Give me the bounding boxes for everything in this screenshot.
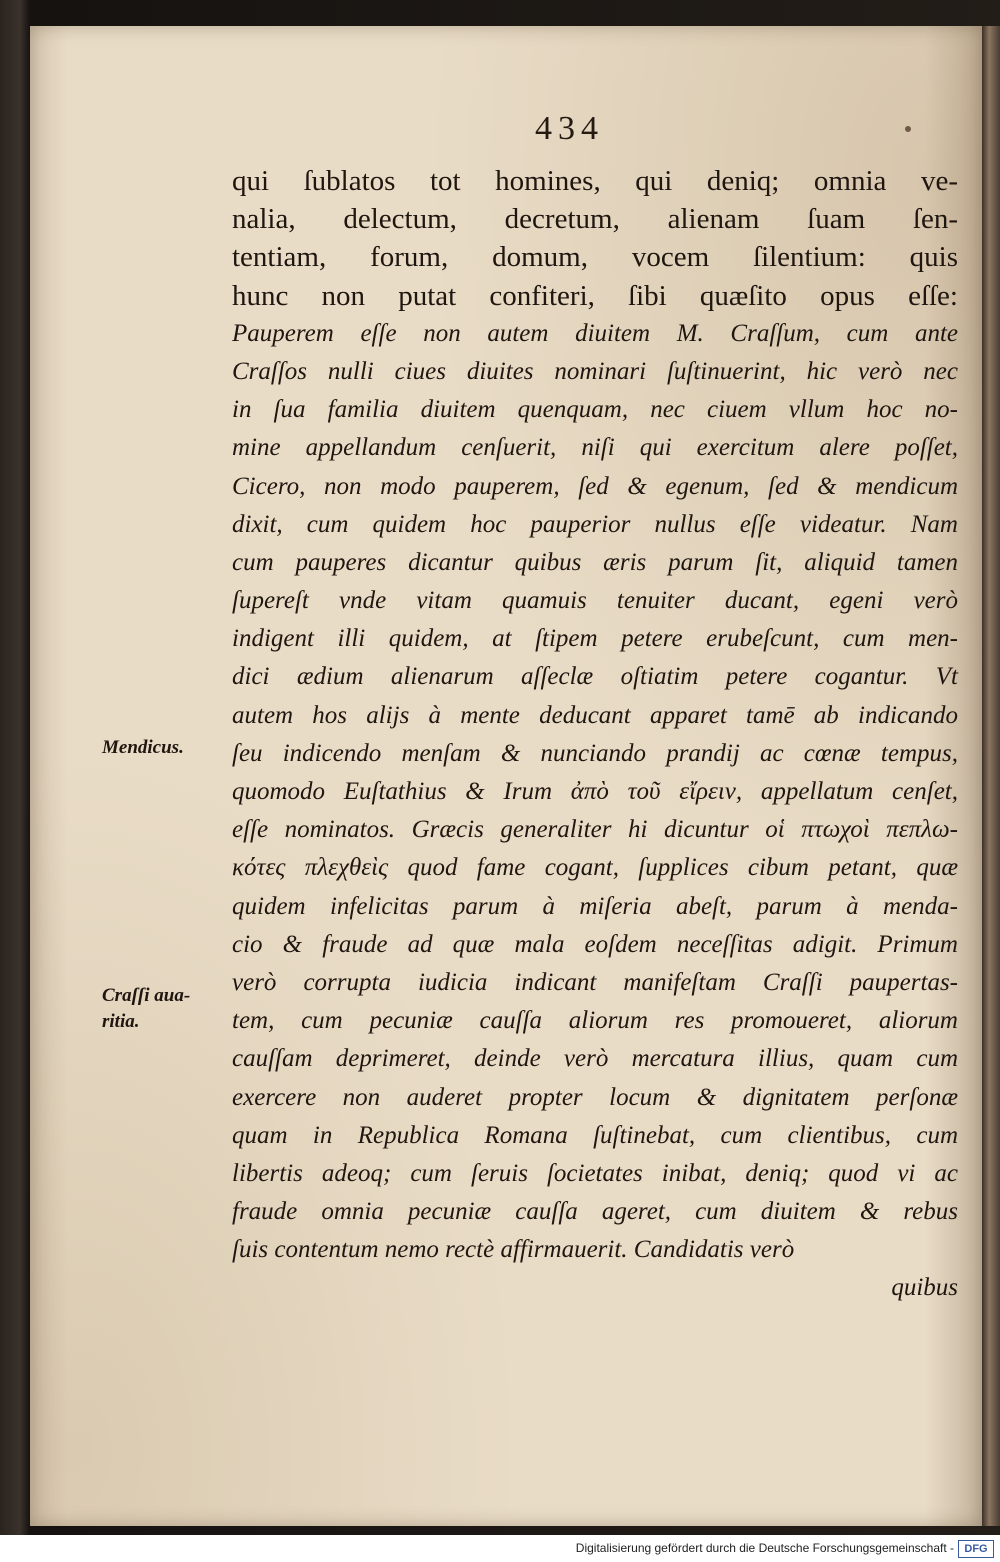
text-line: exercere non auderet propter locum & dignitatem perſonæ: [232, 1083, 958, 1111]
text-line: Craſſos nulli ciues diuites nominari ſuſtinuerint, hic verò nec: [232, 357, 958, 385]
page-edge: [982, 26, 1000, 1526]
text-line: tem, cum pecuniæ cauſſa aliorum res promoueret, aliorum: [232, 1007, 958, 1035]
footer-bar: [0, 1535, 1000, 1562]
marginal-line: Craſſi aua-: [102, 985, 191, 1006]
text-line: qui ſublatos tot homines, qui deniq; omnia ve-: [232, 165, 958, 197]
marginal-line: ritia.: [102, 1011, 140, 1032]
text-line: cum pauperes dicantur quibus æris parum ſit, aliquid tamen: [232, 548, 958, 576]
text-line: hunc non putat confiteri, ſibi quæſito opus eſſe:: [232, 279, 958, 312]
text-line: cio & fraude ad quæ mala eoſdem neceſſitas adigit. Primum: [232, 930, 958, 958]
marginal-line: Mendicus.: [102, 737, 184, 758]
text-line: cauſſam deprimeret, deinde verò mercatura illius, quam cum: [232, 1045, 958, 1073]
marginal-note-mendicus: [102, 735, 184, 761]
text-line: indigent illi quidem, at ſtipem petere erubeſcunt, cum men-: [232, 625, 958, 653]
text-line: mine appellandum cenſuerit, niſi qui exercitum alere poſſet,: [232, 434, 958, 462]
text-line: quidem infelicitas parum à miſeria abeſt, parum à menda-: [232, 892, 958, 920]
text-line: dici ædium alienarum aſſeclæ oſtiatim petere cogantur. Vt: [232, 663, 958, 691]
text-line: quam in Republica Romana ſuſtinebat, cum clientibus, cum: [232, 1121, 958, 1149]
text-line: quomodo Euſtathius & Irum ἀπὸ τοῦ εἴρειν, appellatum cenſet,: [232, 778, 958, 805]
text-line: in ſua familia diuitem quenquam, nec ciuem vllum hoc no-: [232, 396, 958, 424]
dfg-logo: DFG: [958, 1540, 994, 1558]
text-line: ſupereſt vnde vitam quamuis tenuiter ducant, egeni verò: [232, 587, 958, 615]
text-line: κότες πλεχθεὶς quod fame cogant, ſupplices cibum petant, quæ: [232, 854, 958, 882]
ink-spot: [905, 126, 911, 132]
text-line: Pauperem eſſe non autem diuitem M. Craſſum, cum ante: [232, 319, 958, 347]
text-line: ſeu indicendo menſam & nunciando prandij ac cœnæ tempus,: [232, 739, 958, 767]
footer-credit: Digitalisierung gefördert durch die Deutsche Forschungsgemeinschaft -: [575, 1541, 954, 1555]
text-line: tentiam, forum, domum, vocem ſilentium: quis: [232, 241, 958, 274]
text-line: verò corrupta iudicia indicant manifeſtam Craſſi paupertas-: [232, 968, 958, 996]
text-line: Cicero, non modo pauperem, ſed & egenum, ſed & mendicum: [232, 472, 958, 500]
text-line: autem hos alijs à mente deducant apparet tamē ab indicando: [232, 701, 958, 729]
marginal-note-crassi-avaritia: [102, 983, 190, 1035]
text-line: nalia, delectum, decretum, alienam ſuam ſen-: [232, 203, 958, 236]
text-line: fraude omnia pecuniæ cauſſa ageret, cum diuitem & rebus: [232, 1198, 958, 1226]
catchword: quibus: [891, 1274, 958, 1302]
body-text: [232, 162, 958, 1308]
text-line: eſſe nominatos. Græcis generaliter hi dicuntur οἱ πτωχοὶ πεπλω-: [232, 816, 958, 844]
page-number: 434: [535, 110, 604, 147]
text-line: dixit, cum quidem hoc pauperior nullus eſſe videatur. Nam: [232, 510, 958, 538]
text-line: libertis adeoq; cum ſeruis ſocietates inibat, deniq; quod vi ac: [232, 1159, 958, 1187]
text-line: ſuis contentum nemo rectè affirmauerit. Candidatis verò: [232, 1236, 795, 1264]
